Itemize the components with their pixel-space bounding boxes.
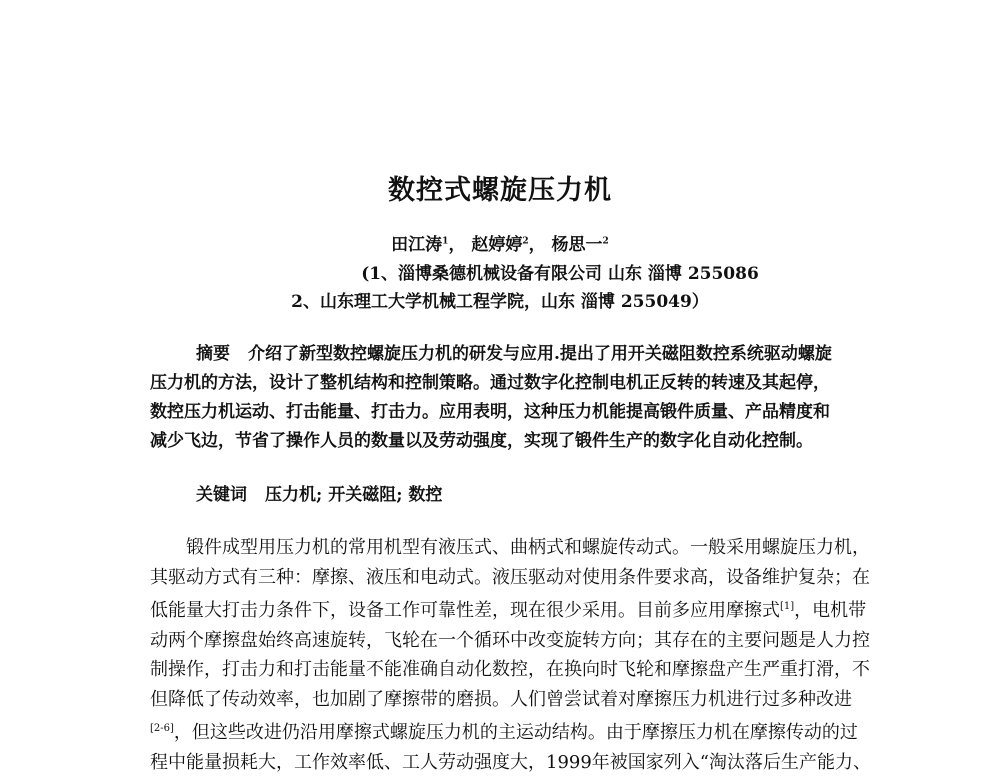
keywords-label: 关键词: [196, 485, 247, 505]
citation: [1]: [780, 601, 794, 612]
body-text: [150, 533, 870, 777]
body-line: [150, 592, 870, 626]
abstract-line: [150, 340, 862, 369]
author-name: 杨思一: [552, 235, 603, 255]
body-line: 动两个摩擦盘始终高速旋转，飞轮在一个循环中改变旋转方向；其存在的主要问题是人力控: [150, 626, 870, 656]
keywords: [196, 480, 442, 505]
affiliation-1: (1、淄博桑德机械设备有限公司 山东 淄博 255086: [120, 259, 1000, 284]
abstract-line: 数控压力机运动、打击能量、打击力。应用表明，这种压力机能提高锻件质量、产品精度和: [150, 398, 862, 427]
author-name: 赵婷婷: [471, 235, 522, 255]
citation: [2-6]: [150, 723, 174, 734]
body-line: [150, 714, 870, 748]
author-affil-mark: 1: [442, 236, 448, 246]
abstract-line: 减少飞边，节省了操作人员的数量以及劳动强度，实现了锻件生产的数字化自动化控制。: [150, 427, 862, 456]
author-list: [0, 230, 1000, 255]
body-line-text: 低能量大打击力条件下，设备工作可靠性差，现在很少采用。目前多应用摩擦式: [150, 600, 780, 621]
author-affil-mark: 2: [603, 236, 609, 246]
author-name: 田江涛: [391, 235, 442, 255]
body-line: 其驱动方式有三种：摩擦、液压和电动式。液压驱动对使用条件要求高，设备维护复杂；在: [150, 563, 870, 593]
keywords-text: 压力机; 开关磁阻; 数控: [265, 485, 442, 505]
abstract-line: 压力机的方法，设计了整机结构和控制策略。通过数字化控制电机正反转的转速及其起停，: [150, 369, 862, 398]
author-affil-mark: 2: [522, 236, 528, 246]
paper-title: 数控式螺旋压力机: [0, 168, 1000, 207]
abstract-text: 介绍了新型数控螺旋压力机的研发与应用.提出了用开关磁阻数控系统驱动螺旋: [248, 344, 832, 364]
body-line-text: ，电机带: [794, 600, 866, 621]
body-line: 程中能量损耗大，工作效率低、工人劳动强度大，1999年被国家列入“淘汰落后生产能力、: [150, 748, 870, 777]
author-separator: ，: [448, 235, 465, 255]
body-line: 但降低了传动效率，也加剧了摩擦带的磨损。人们曾尝试着对摩擦压力机进行过多种改进: [150, 685, 870, 715]
abstract-label: 摘要: [196, 344, 230, 364]
body-line-text: ，但这些改进仍沿用摩擦式螺旋压力机的主运动结构。由于摩擦压力机在摩擦传动的过: [174, 722, 858, 743]
body-line: 制操作，打击力和打击能量不能准确自动化数控，在换向时飞轮和摩擦盘产生严重打滑，不: [150, 655, 870, 685]
abstract: [150, 340, 862, 456]
author-separator: ，: [529, 235, 546, 255]
affiliation-2: 2、山东理工大学机械工程学院，山东 淄博 255049）: [0, 287, 1000, 312]
body-line: 锻件成型用压力机的常用机型有液压式、曲柄式和螺旋传动式。一般采用螺旋压力机，: [150, 533, 870, 563]
